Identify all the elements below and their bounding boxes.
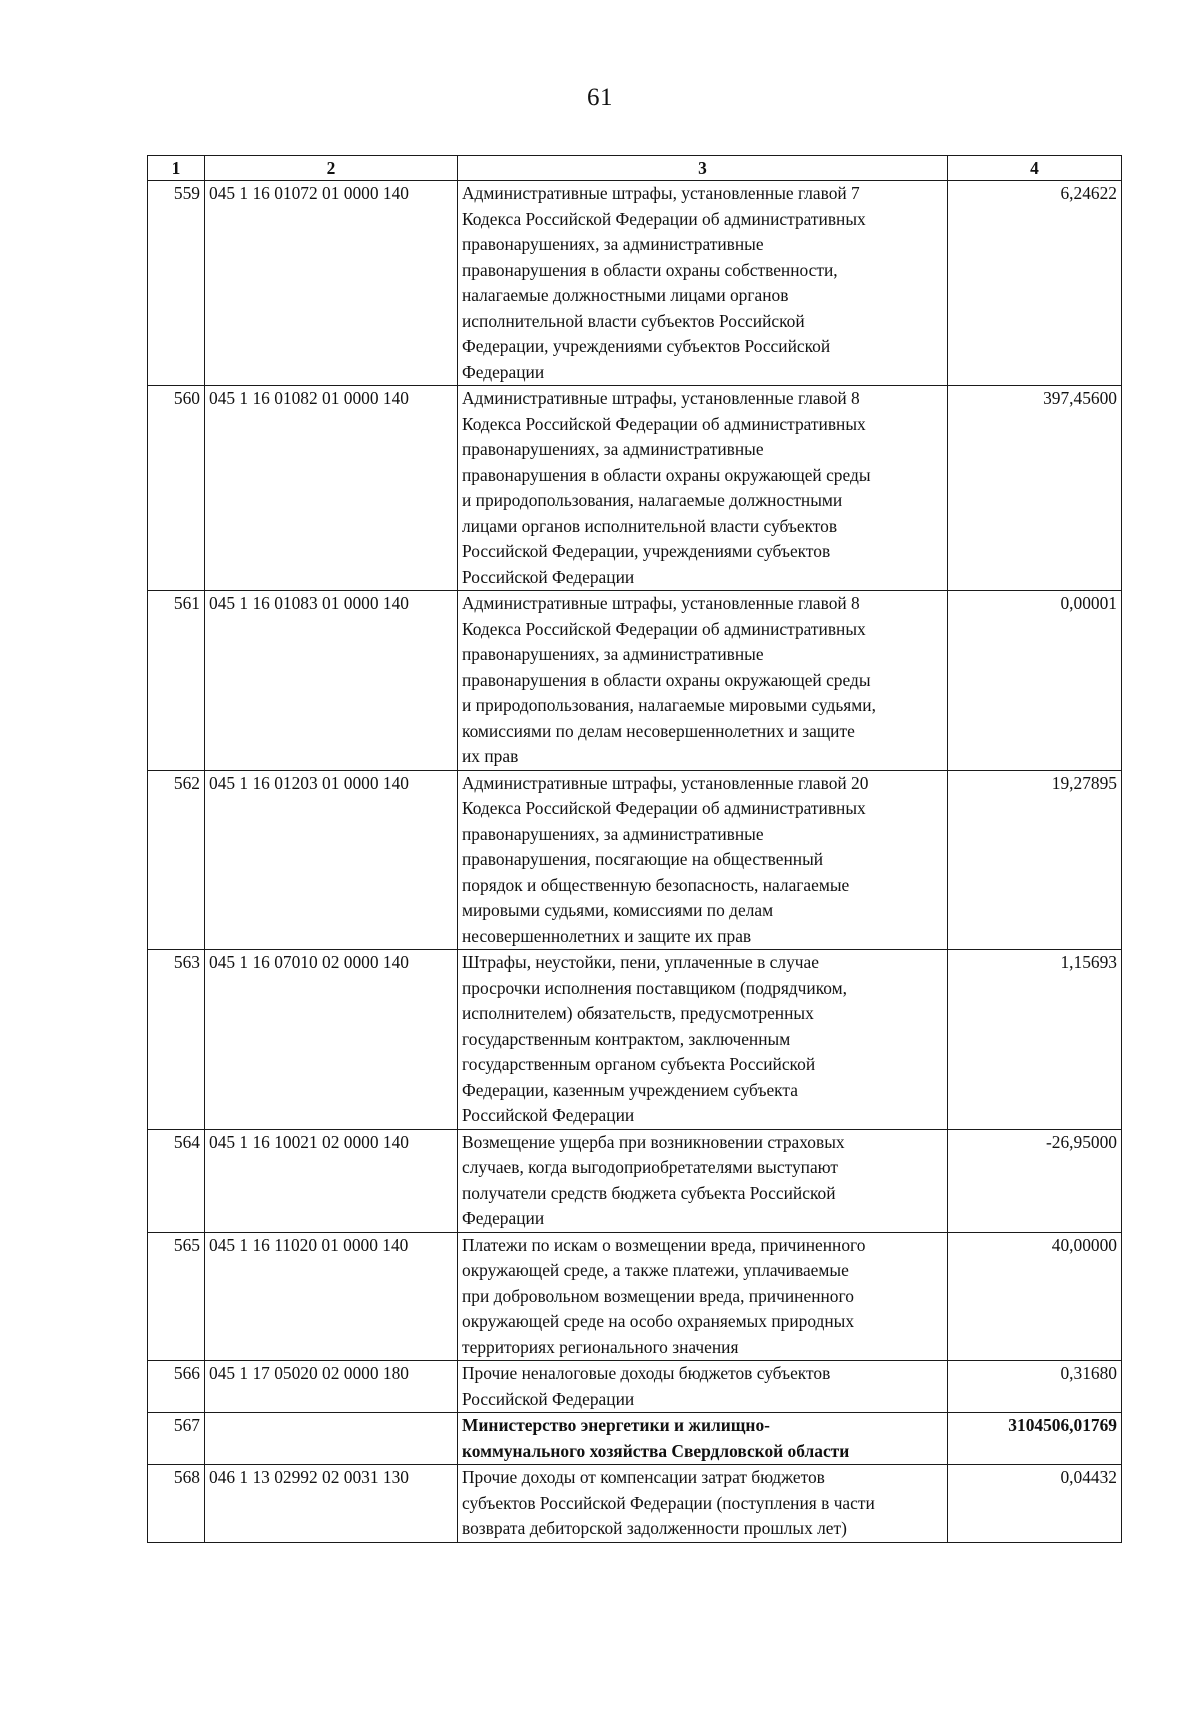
amount: 0,00001 <box>948 591 1122 771</box>
revenue-description: Административные штрафы, установленные главой 7 Кодекса Российской Федерации об административных правонарушениях, за административные правонарушения в области охраны собственности, налагаемые должностными лицами органов исполнительной власти субъектов Российской Федерации, учреждениями субъектов Российской Федерации <box>458 181 948 386</box>
revenue-description: Административные штрафы, установленные главой 20 Кодекса Российской Федерации об административных правонарушениях, за административные правонарушения, посягающие на общественный порядок и общественную безопасность, налагаемые мировыми судьями, комиссиями по делам несовершеннолетних и защите их прав <box>458 770 948 950</box>
table-header-row <box>148 156 1122 181</box>
amount: 397,45600 <box>948 386 1122 591</box>
revenue-description: Платежи по искам о возмещении вреда, причиненного окружающей среде, а также платежи, уплачиваемые при добровольном возмещении вреда, причиненного окружающей среде на особо охраняемых природных территориях регионального значения <box>458 1232 948 1361</box>
table-row <box>148 386 1122 591</box>
table-row <box>148 950 1122 1130</box>
budget-code: 045 1 16 01072 01 0000 140 <box>205 181 458 386</box>
amount: 19,27895 <box>948 770 1122 950</box>
row-number: 563 <box>148 950 205 1130</box>
revenue-description: Возмещение ущерба при возникновении страховых случаев, когда выгодоприобретателями выступают получатели средств бюджета субъекта Российской Федерации <box>458 1129 948 1232</box>
amount: 0,04432 <box>948 1465 1122 1543</box>
row-number: 562 <box>148 770 205 950</box>
ministry-total-amount: 3104506,01769 <box>948 1413 1122 1465</box>
column-header-2: 2 <box>205 156 458 181</box>
budget-code: 045 1 16 07010 02 0000 140 <box>205 950 458 1130</box>
amount: 6,24622 <box>948 181 1122 386</box>
row-number: 565 <box>148 1232 205 1361</box>
revenue-description: Прочие доходы от компенсации затрат бюджетов субъектов Российской Федерации (поступления в части возврата дебиторской задолженности прошлых лет) <box>458 1465 948 1543</box>
row-number: 568 <box>148 1465 205 1543</box>
table-row <box>148 591 1122 771</box>
budget-code: 045 1 16 11020 01 0000 140 <box>205 1232 458 1361</box>
row-number: 566 <box>148 1361 205 1413</box>
table-row-ministry-heading <box>148 1413 1122 1465</box>
budget-code: 045 1 17 05020 02 0000 180 <box>205 1361 458 1413</box>
budget-code: 045 1 16 01203 01 0000 140 <box>205 770 458 950</box>
column-header-3: 3 <box>458 156 948 181</box>
revenue-description: Прочие неналоговые доходы бюджетов субъектов Российской Федерации <box>458 1361 948 1413</box>
column-header-1: 1 <box>148 156 205 181</box>
budget-table <box>147 155 1122 1543</box>
amount: 0,31680 <box>948 1361 1122 1413</box>
amount: -26,95000 <box>948 1129 1122 1232</box>
budget-code: 045 1 16 01082 01 0000 140 <box>205 386 458 591</box>
row-number: 560 <box>148 386 205 591</box>
table-row <box>148 1361 1122 1413</box>
revenue-description: Штрафы, неустойки, пени, уплаченные в случае просрочки исполнения поставщиком (подрядчиком, исполнителем) обязательств, предусмотренных государственным контрактом, заключенным государственным органом субъекта Российской Федерации, казенным учреждением субъекта Российской Федерации <box>458 950 948 1130</box>
table-row <box>148 770 1122 950</box>
budget-code <box>205 1413 458 1465</box>
table-row <box>148 1129 1122 1232</box>
revenue-description: Административные штрафы, установленные главой 8 Кодекса Российской Федерации об административных правонарушениях, за административные правонарушения в области охраны окружающей среды и природопользования, налагаемые должностными лицами органов исполнительной власти субъектов Российской Федерации, учреждениями субъектов Российской Федерации <box>458 386 948 591</box>
budget-code: 046 1 13 02992 02 0031 130 <box>205 1465 458 1543</box>
table-row <box>148 181 1122 386</box>
column-header-4: 4 <box>948 156 1122 181</box>
revenue-description: Административные штрафы, установленные главой 8 Кодекса Российской Федерации об административных правонарушениях, за административные правонарушения в области охраны окружающей среды и природопользования, налагаемые мировыми судьями, комиссиями по делам несовершеннолетних и защите их прав <box>458 591 948 771</box>
table-row <box>148 1232 1122 1361</box>
budget-code: 045 1 16 01083 01 0000 140 <box>205 591 458 771</box>
ministry-name: Министерство энергетики и жилищно- коммунального хозяйства Свердловской области <box>458 1413 948 1465</box>
page-number: 61 <box>587 84 613 111</box>
amount: 40,00000 <box>948 1232 1122 1361</box>
row-number: 559 <box>148 181 205 386</box>
row-number: 567 <box>148 1413 205 1465</box>
budget-code: 045 1 16 10021 02 0000 140 <box>205 1129 458 1232</box>
amount: 1,15693 <box>948 950 1122 1130</box>
row-number: 561 <box>148 591 205 771</box>
table-row <box>148 1465 1122 1543</box>
row-number: 564 <box>148 1129 205 1232</box>
